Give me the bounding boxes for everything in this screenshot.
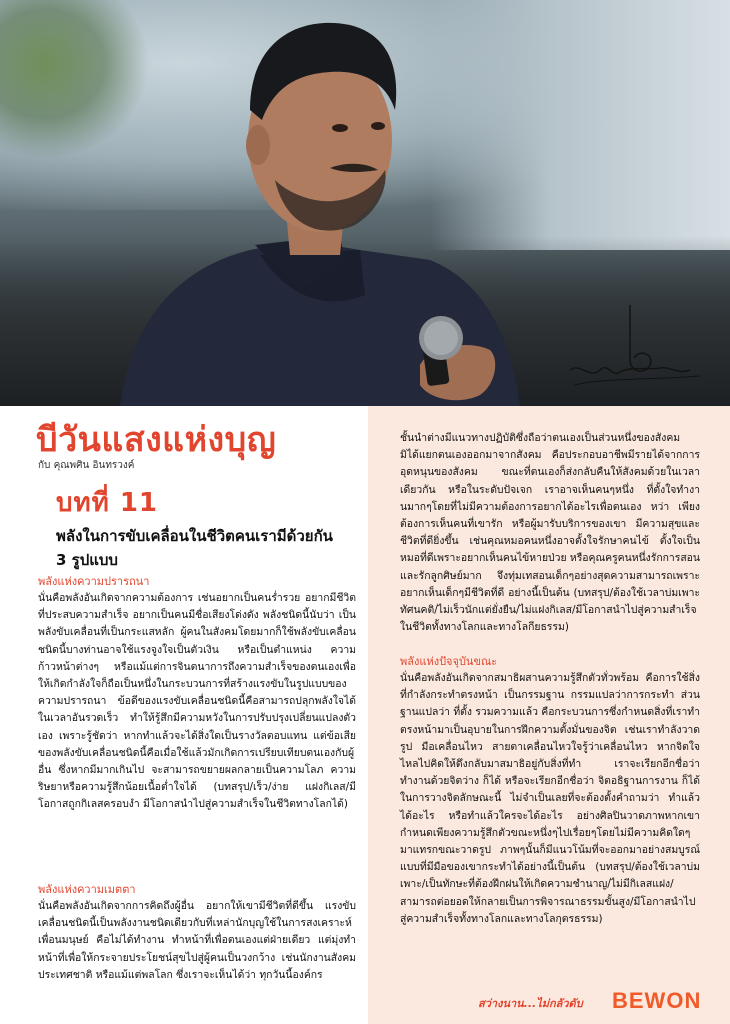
section-body: นั่นคือพลังอันเกิดจากการคิดถึงผู้อื่น อยากให้เขามีชีวิตที่ดีขึ้น แรงขับเคลื่อนชนิดนี้เป็นพลังงานชนิดเดียวกับที่เหล่านักบุญใช้ในการสงเคราะห์เพื่อนมนุษย์ คือไม่ได้ทำงาน ทำหน้าที่เพื่อตนเองแต่ฝ่ายเดียว แต่มุ่งทำหน้าที่เพื่อให้กระจายประโยชน์สุขไปสู่ผู้คนเป็นวงกว้าง เช่นนักงานสังคมประเทศชาติ หรือแม้แต่พลโลก ซึ่งเราจะเห็นได้ว่า ทุกวันนี้องค์กร <box>38 900 356 981</box>
footer-tagline: สว่างนาน...ไม่กลัวดับ <box>478 997 583 1010</box>
page-title: บีวันแสงแห่งบุญ <box>36 420 277 460</box>
section-desire <box>38 572 356 814</box>
section-kindness-continued <box>400 430 700 636</box>
brand-logo: BEWON <box>612 988 702 1013</box>
hero-photo <box>0 0 730 406</box>
page-subtitle: กับ คุณพศิน อินทรวงค์ <box>38 460 135 471</box>
section-heading: พลังแห่งความเมตตา <box>38 883 136 896</box>
section-body: นั่นคือพลังอันเกิดจากสมาธิผสานความรู้สึกตัวทั่วพร้อม คือการใช้สิ่งที่กำลังกระทำตรงหน้า เป็นกรรมฐาน กรรมแปลว่าการกระทำ ส่วนฐานแปลว่า ที่ตั้ง รวมความแล้ว คือกระบวนการซึ่งกำหนดสิ่งที่เราทำตรงหน้ามาเป็นอุบายในการฝึกความตั้งมั่นของจิต เช่นเราทำลังวาดรูป มือเคลื่อนไหว สายตาเคลื่อนไหวใจรู้ว่าเคลื่อนไหว หากจิตใจไหลไปคิดให้ดึงกลับมาสมาธิอยู่กับสิ่งที่ทำ เราจะเรียกอีกชื่อว่าทำงานด้วยจิตว่าง ก็ได้ หรือจะเรียกอีกชื่อว่า จิตอธิฐานการงาน ก็ได้ ในการวางจิตลักษณะนี้ ไม่จำเป็นเลยที่จะต้องตั้งคำถามว่า ทำแล้วได้อะไร หรือทำแล้วใครจะได้อะไร อย่างศิลปินวาดภาพหากเขากำหนดเพียงความรู้สึกตัวขณะหนึ่งๆไปเรื่อยๆโดยไม่มีความคิดใดๆมาแทรกขณะวาดรูป ภาพๆนั้นก็มีแนวโน้มที่จะออกมาอย่างสมบูรณ์แบบที่มีมือของเขากระทำได้อย่างนี้เป็นต้น (บทสรุป/ต้องใช้เวลาบ่มเพาะ/เป็นทักษะที่ต้องฝึกฝนให้เกิดความชำนาญ/ไม่มีกิเลสแฝง/สามารถต่อยอดให้กลายเป็นการพิจารณาธรรมขั้นสูง/มีโอกาสนำไปสู่ความสำเร็จทั้งทางโลกและทางโลกุตรธรรม) <box>400 672 700 925</box>
section-body: นั่นคือพลังอันเกิดจากความต้องการ เช่นอยากเป็นคนร่ำรวย อยากมีชีวิตที่ประสบความสำเร็จ อยากเป็นคนมีชื่อเสียงโด่งดัง พลังชนิดนี้นับว่า เป็นพลังขับเคลื่อนที่เป็นกระแสหลัก ผู้คนในสังคมโดยมากก็ใช้พลังขับเคลื่อนชนิดนี้บางท่านอาจใช้แรงจูงใจเป็นตัวเงิน หรือเป็นตำแหน่ง ความก้าวหน้าต่างๆ หรือแม้แต่การจินตนาการถึงความสำเร็จของตนเองเพื่อให้เกิดกำลังใจก็ถือเป็นหนึ่งในกระบวนการที่สร้างแรงขับในรูปแบบของความปรารถนา ข้อดีของแรงขับเคลื่อนชนิดนี้คือสามารถปลุกพลังใจได้ในเวลาอันรวดเร็ว ทำให้รู้สึกมีความหวังในการปรับปรุงเปลี่ยนแปลงตัวเอง เพราะรู้ชัดว่า หากทำแล้วจะได้สิ่งใดเป็นรางวัลตอบแทน แต่ข้อเสียของพลังขับเคลื่อนชนิดนี้คือเมื่อใช้แล้วมักเกิดการเปรียบเทียบตนเองกับผู้อื่น ซึ่งหากมีมากเกินไป จะสามารถขยายผลกลายเป็นความโลภ ความริษยาหรือความรู้สึกน้อยเนื้อต่ำใจได้ (บทสรุป/เร็ว/ง่าย แฝงกิเลส/มีโอกาสถูกกิเลสครอบงำ มีโอกาสนำไปสู่ความสำเร็จในชีวิตทางโลกได้) <box>38 592 356 811</box>
section-kindness <box>38 880 356 984</box>
chapter-lead: พลังในการขับเคลื่อนในชีวิตคนเรามีด้วยกัน 3 รูปแบบ <box>56 527 333 569</box>
section-body: ชั้นนำต่างมีแนวทางปฏิบัติซึ่งถือว่าตนเองเป็นส่วนหนึ่งของสังคม มิได้แยกตนเองออกมาจากสังคม คือประกอบอาชีพมีรายได้จากการอุดหนุนของสังคม ขณะที่ตนเองก็ส่งกลับคืนให้สังคมด้วยในเวลาเดียวกัน หรือในระดับปัจเจก เราอาจเห็นคนๆหนึ่ง ที่ตั้งใจทำงานมากๆโดยที่ไม่มีความต้องการอยากได้อะไรเพื่อตนเอง หว่า เพียงต้องการเห็นคนที่เขารัก หรือผู้มารับบริการของเขา มีความสุขและชีวิตที่ดียิ่งขึ้น เช่นคุณหมอคนหนึ่งอาจตั้งใจรักษาคนไข้ ตั้งใจเป็นหมอที่ดีเพราะอยากเห็นคนไข้หายป่วย หรือคุณครูคนหนึ่งรักการสอนและรักลูกศิษย์มาก จึงทุ่มเทสอนเด็กๆอย่างสุดความสามารถเพราะอยากเห็นเด็กๆมีชีวิตที่ดี อย่างนี้เป็นต้น (บทสรุป/ต้องใช้เวลาบ่มเพาะทัศนคติ/ไม่เร็วนักแต่ยั่งยืน/ไม่แฝงกิเลส/มีโอกาสนำไปสู่ความสำเร็จในชีวิตทั้งทางโลกและทางโลกียธรรม) <box>400 432 701 634</box>
signature <box>560 300 710 395</box>
section-present <box>400 652 700 928</box>
section-heading: พลังแห่งความปรารถนา <box>38 575 150 588</box>
section-heading: พลังแห่งปัจจุบันขณะ <box>400 655 498 668</box>
chapter-heading: บทที่ 11 <box>56 488 159 518</box>
